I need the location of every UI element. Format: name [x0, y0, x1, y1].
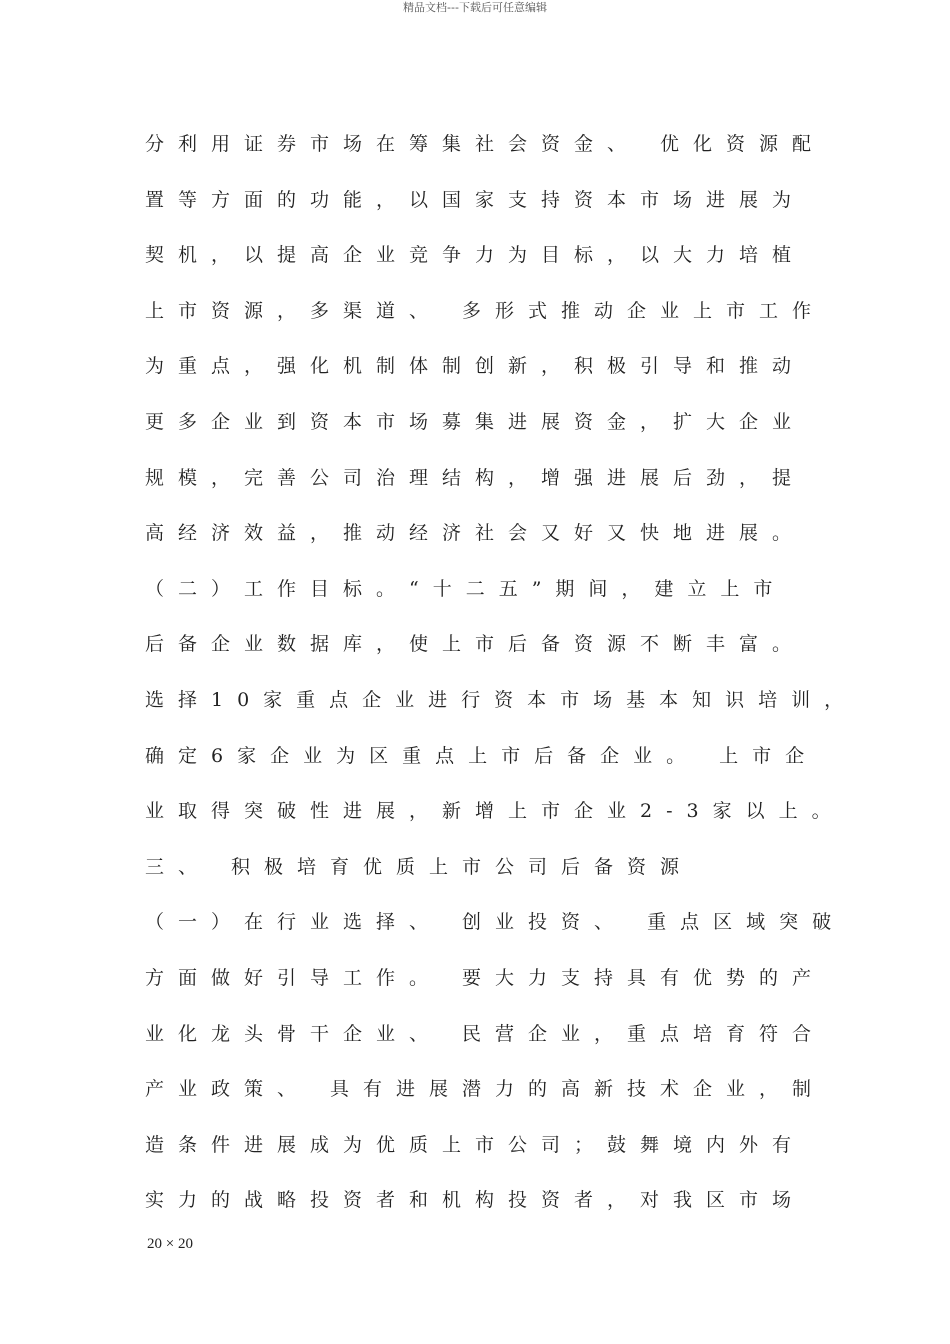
text-line: 分利用证券市场在筹集社会资金、 优化资源配: [145, 133, 826, 155]
section-heading: 三、 积极培育优质上市公司后备资源: [145, 855, 694, 878]
text-line: 确定6家企业为区重点上市后备企业。 上市企: [145, 744, 819, 767]
page-header: 精品文档---下载后可任意编辑: [403, 1, 547, 14]
text-line: 规模，完善公司治理结构，增强进展后劲，提: [145, 466, 806, 489]
text-line: 业取得突破性进展，新增上市企业2-3家以上。: [145, 800, 845, 823]
text-line: 更多企业到资本市场募集进展资金，扩大企业: [145, 410, 806, 433]
text-line: 上市资源，多渠道、 多形式推动企业上市工作: [145, 299, 826, 322]
text-line: 方面做好引导工作。 要大力支持具有优势的产: [145, 966, 826, 989]
text-line: （一）在行业选择、 创业投资、 重点区域突破: [145, 911, 846, 934]
text-line: 为重点，强化机制体制创新，积极引导和推动: [145, 355, 806, 378]
text-line: 选择10家重点企业进行资本市场基本知识培训，: [145, 688, 858, 711]
text-line: 契机，以提高企业竞争力为目标，以大力培植: [145, 244, 806, 267]
text-line: 造条件进展成为优质上市公司；鼓舞境内外有: [145, 1133, 806, 1156]
grid-size-note: 20 × 20: [147, 1236, 193, 1252]
text-line: （二）工作目标。“十二五”期间，建立上市: [145, 577, 787, 600]
text-line: 高经济效益，推动经济社会又好又快地进展。: [145, 522, 806, 545]
text-line: 后备企业数据库，使上市后备资源不断丰富。: [145, 633, 806, 656]
text-line: 业化龙头骨干企业、 民营企业，重点培育符合: [145, 1022, 826, 1045]
text-line: 产业政策、 具有进展潜力的高新技术企业，制: [145, 1078, 826, 1101]
body-text: [145, 117, 858, 1229]
text-line: 实力的战略投资者和机构投资者，对我区市场: [145, 1189, 806, 1212]
text-line: 置等方面的功能，以国家支持资本市场进展为: [145, 188, 806, 211]
